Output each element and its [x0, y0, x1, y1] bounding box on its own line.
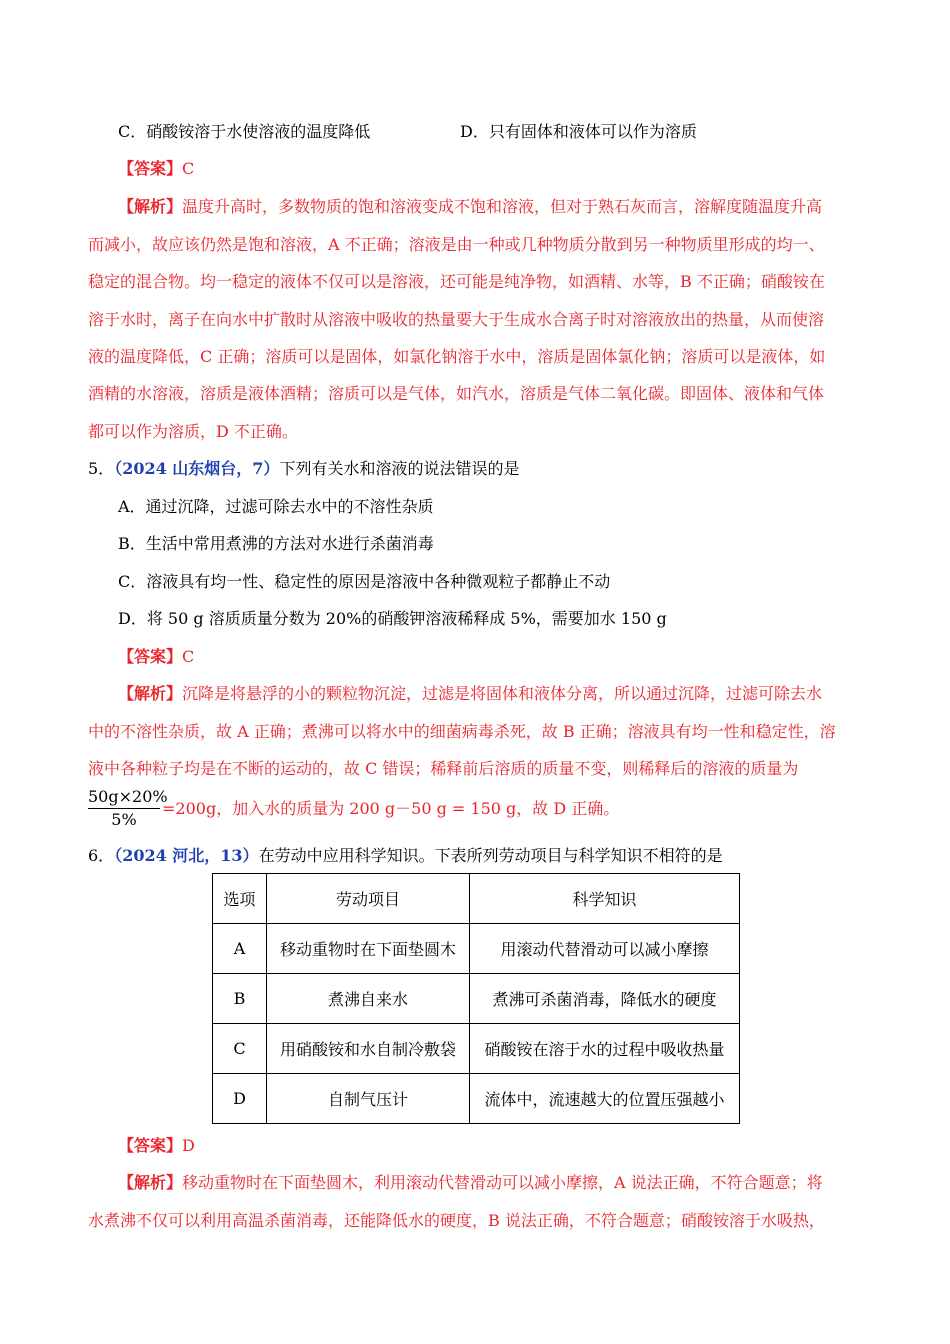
table-cell: 用滚动代替滑动可以减小摩擦 — [470, 924, 740, 974]
table-row — [213, 924, 740, 974]
q5-option-c: C．溶液具有均一性、稳定性的原因是溶液中各种微观粒子都静止不动 — [118, 572, 611, 591]
table-cell: 硝酸铵在溶于水的过程中吸收热量 — [470, 1024, 740, 1074]
q4-answer — [118, 158, 194, 180]
fraction-denominator: 5% — [111, 810, 137, 829]
answer-label: 【答案】 — [118, 647, 183, 666]
table-header-row — [213, 874, 740, 924]
table-cell: B — [213, 974, 267, 1024]
table-cell: 煮沸可杀菌消毒，降低水的硬度 — [470, 974, 740, 1024]
table-row — [213, 974, 740, 1024]
table-cell: 煮沸自来水 — [267, 974, 470, 1024]
q5-analysis-line-2: 中的不溶性杂质，故 A 正确；煮沸可以将水中的细菌病毒杀死，故 B 正确；溶液具有均一性和稳定性，溶 — [88, 722, 836, 741]
q4-analysis-line-4: 溶于水时，离子在向水中扩散时从溶液中吸收的热量要大于生成水合离子时对溶液放出的热量，从而使溶 — [88, 310, 825, 329]
q4-option-c: C．硝酸铵溶于水使溶液的温度降低 — [118, 122, 371, 141]
q6-analysis-line-1 — [118, 1172, 823, 1194]
q6-stem — [88, 845, 723, 867]
fraction — [88, 787, 168, 829]
table-cell: C — [213, 1024, 267, 1074]
analysis-label: 【解析】 — [118, 1173, 183, 1192]
table-header-cell: 劳动项目 — [267, 874, 470, 924]
answer-label: 【答案】 — [118, 159, 183, 178]
q5-analysis-line-3: 液中各种粒子均是在不断的运动的，故 C 错误；稀释前后溶质的质量不变，则稀释后的溶液的质量为 — [88, 759, 799, 778]
answer-value: C — [182, 159, 195, 178]
table-header-cell: 选项 — [213, 874, 267, 924]
q5-option-d: D．将 50 g 溶质质量分数为 20%的硝酸钾溶液稀释成 5%，需要加水 150 g — [118, 609, 667, 628]
question-text: 在劳动中应用科学知识。下表所列劳动项目与科学知识不相符的是 — [258, 846, 723, 865]
q6-table — [212, 873, 740, 1124]
question-source: （2024 山东烟台，7） — [114, 459, 280, 478]
q4-analysis-line-7: 都可以作为溶质，D 不正确。 — [88, 422, 298, 441]
table-cell: A — [213, 924, 267, 974]
q5-analysis-line-1 — [118, 683, 822, 705]
answer-value: D — [182, 1136, 195, 1155]
fraction-numerator: 50g×20% — [88, 788, 160, 809]
table-header-cell: 科学知识 — [470, 874, 740, 924]
table-row — [213, 1074, 740, 1124]
q5-option-a: A．通过沉降，过滤可除去水中的不溶性杂质 — [118, 497, 434, 516]
q5-analysis-tail: =200g，加入水的质量为 200 g－50 g = 150 g，故 D 正确。 — [162, 799, 620, 818]
q6-analysis-line-2: 水煮沸不仅可以利用高温杀菌消毒，还能降低水的硬度，B 说法正确，不符合题意；硝酸铵溶于水吸热， — [88, 1211, 825, 1230]
table-cell: 流体中，流速越大的位置压强越小 — [470, 1074, 740, 1124]
answer-value: C — [182, 647, 195, 666]
analysis-text: 温度升高时，多数物质的饱和溶液变成不饱和溶液，但对于熟石灰而言，溶解度随温度升高 — [182, 197, 823, 216]
analysis-label: 【解析】 — [118, 197, 183, 216]
table-row — [213, 1024, 740, 1074]
table-cell: 移动重物时在下面垫圆木 — [267, 924, 470, 974]
answer-label: 【答案】 — [118, 1136, 183, 1155]
q5-option-b: B．生活中常用煮沸的方法对水进行杀菌消毒 — [118, 534, 434, 553]
q4-option-d: D．只有固体和液体可以作为溶质 — [460, 122, 697, 141]
question-number: 5． — [88, 459, 115, 478]
analysis-text: 移动重物时在下面垫圆木，利用滚动代替滑动可以减小摩擦，A 说法正确，不符合题意；将 — [182, 1173, 823, 1192]
table-cell: 自制气压计 — [267, 1074, 470, 1124]
q6-answer — [118, 1135, 195, 1157]
q4-analysis-line-1 — [118, 196, 822, 218]
q4-analysis-line-6: 酒精的水溶液，溶质是液体酒精；溶质可以是气体，如汽水，溶质是气体二氧化碳。即固体、液体和气体 — [88, 384, 825, 403]
analysis-label: 【解析】 — [118, 684, 183, 703]
q5-stem — [88, 458, 519, 480]
table-cell: 用硝酸铵和水自制冷敷袋 — [267, 1024, 470, 1074]
question-source: （2024 河北，13） — [114, 846, 259, 865]
table-cell: D — [213, 1074, 267, 1124]
q5-answer — [118, 646, 194, 668]
q4-analysis-line-2: 而减小，故应该仍然是饱和溶液，A 不正确；溶液是由一种或几种物质分散到另一种物质里形成的均一、 — [88, 235, 825, 254]
question-text: 下列有关水和溶液的说法错误的是 — [279, 459, 520, 478]
q4-analysis-line-5: 液的温度降低，C 正确；溶质可以是固体，如氯化钠溶于水中，溶质是固体氯化钠；溶质可以是液体，如 — [88, 347, 826, 366]
analysis-text: 沉降是将悬浮的小的颗粒物沉淀，过滤是将固体和液体分离，所以通过沉降，过滤可除去水 — [182, 684, 823, 703]
q4-analysis-line-3: 稳定的混合物。均一稳定的液体不仅可以是溶液，还可能是纯净物，如酒精、水等，B 不正确；硝酸铵在 — [88, 272, 825, 291]
question-number: 6． — [88, 846, 115, 865]
